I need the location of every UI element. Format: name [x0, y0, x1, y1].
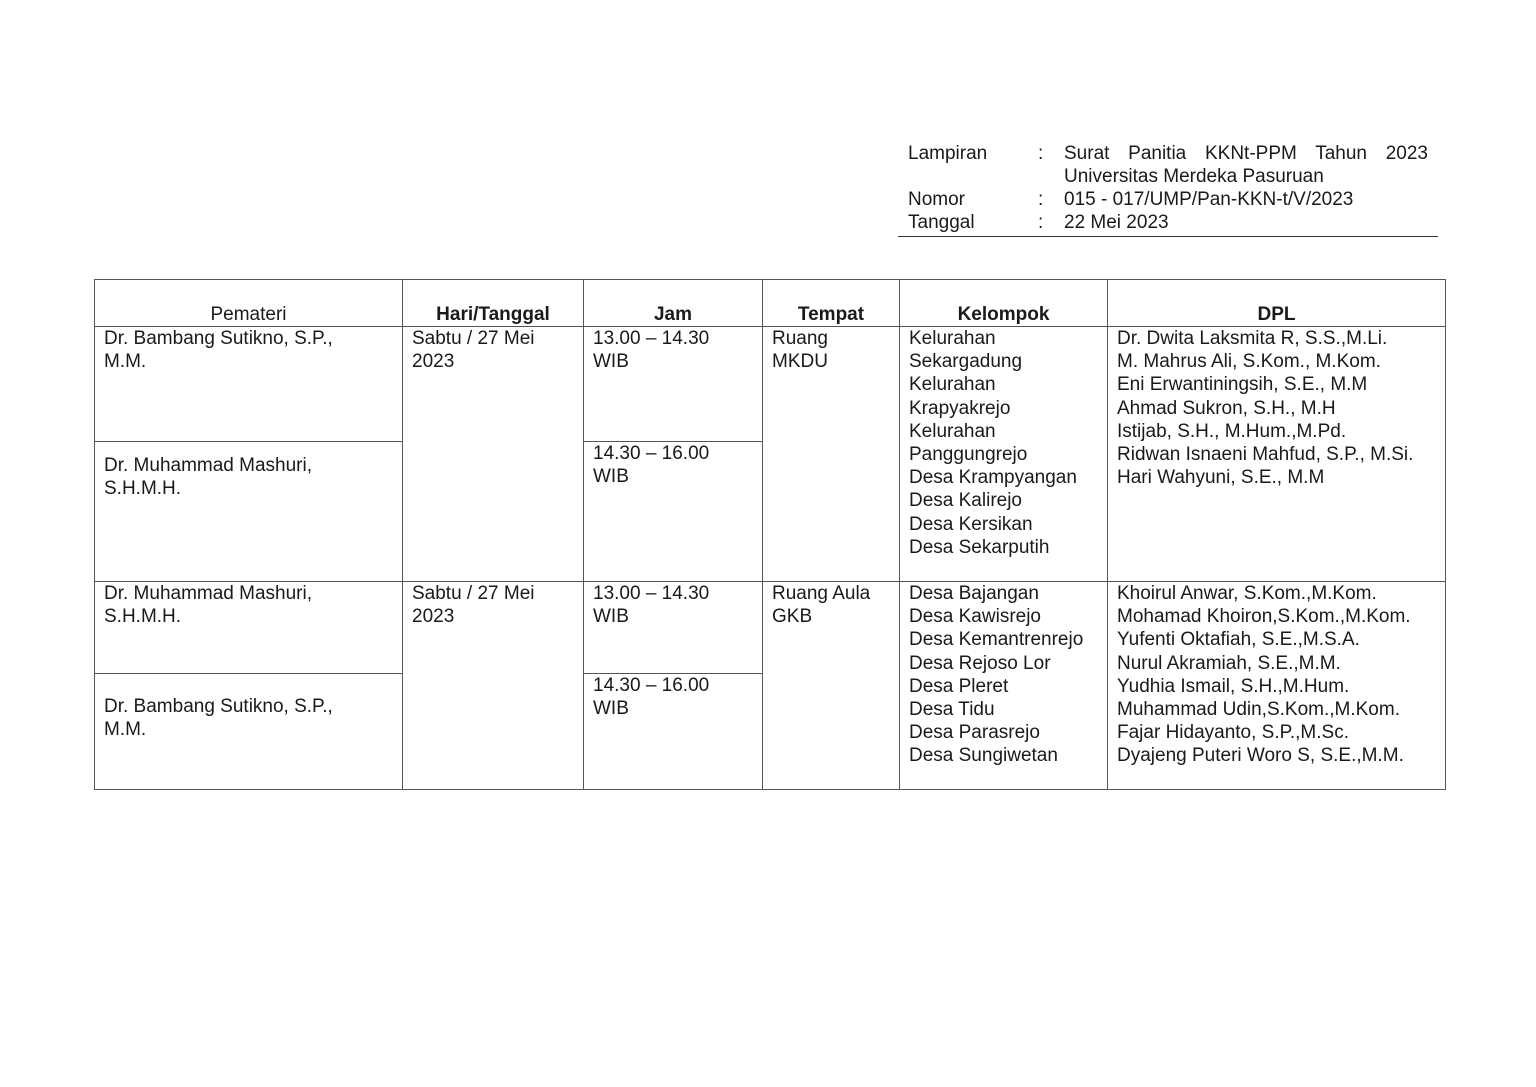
list-item: Sekargadung	[909, 351, 1023, 373]
list-item: Khoirul Anwar, S.Kom.,M.Kom.	[1117, 583, 1377, 604]
list-item: Kelurahan	[909, 328, 996, 349]
list-item: Hari Wahyuni, S.E., M.M	[1117, 467, 1325, 489]
list-item: Kelurahan	[909, 420, 996, 442]
lampiran-label: Lampiran	[908, 143, 988, 164]
pemateri-cell: Dr. Muhammad Mashuri, S.H.M.H.	[95, 582, 403, 674]
kelompok-cell	[900, 327, 1108, 582]
pemateri-cell: Dr. Muhammad Mashuri, S.H.M.H.	[95, 442, 403, 582]
column-header-kelompok: Kelompok	[900, 280, 1108, 327]
list-item: Desa Sungiwetan	[909, 745, 1058, 767]
jam-cell: 14.30 – 16.00 WIB	[584, 674, 763, 790]
list-item: Kelurahan	[909, 374, 996, 396]
list-item: Desa Bajangan	[909, 583, 1039, 604]
table-row	[95, 582, 1446, 674]
list-item: Ridwan Isnaeni Mahfud, S.P., M.Si.	[1117, 444, 1414, 466]
lampiran-row	[898, 142, 1438, 165]
column-header-pemateri: Pemateri	[95, 280, 403, 327]
hari-tanggal-cell: Sabtu / 27 Mei 2023	[403, 582, 584, 790]
column-header-tempat: Tempat	[763, 280, 900, 327]
list-item: Yufenti Oktafiah, S.E.,M.S.A.	[1117, 629, 1360, 651]
list-item: Desa Pleret	[909, 675, 1009, 697]
list-item: Istijab, S.H., M.Hum.,M.Pd.	[1117, 420, 1347, 442]
column-header-hari-tanggal: Hari/Tanggal	[403, 280, 584, 327]
lampiran-value-line2: Universitas Merdeka Pasuruan	[1064, 166, 1324, 187]
dpl-cell	[1108, 327, 1446, 582]
hari-tanggal-cell: Sabtu / 27 Mei 2023	[403, 327, 584, 582]
list-item: Yudhia Ismail, S.H.,M.Hum.	[1117, 675, 1350, 697]
lampiran-value-line1: Surat Panitia KKNt-PPM Tahun 2023	[1064, 143, 1428, 164]
pemateri-cell: Dr. Bambang Sutikno, S.P., M.M.	[95, 674, 403, 790]
jam-cell: 13.00 – 14.30 WIB	[584, 327, 763, 442]
list-item: Desa Kalirejo	[909, 490, 1022, 512]
list-item: Desa Parasrejo	[909, 722, 1040, 744]
list-item: Fajar Hidayanto, S.P.,M.Sc.	[1117, 722, 1349, 744]
tanggal-label: Tanggal	[908, 212, 975, 233]
list-item: Desa Kemantrenrejo	[909, 629, 1084, 651]
tanggal-value: 22 Mei 2023	[1064, 212, 1169, 233]
kelompok-cell	[900, 582, 1108, 790]
list-item: Desa Kersikan	[909, 513, 1033, 535]
jam-cell: 13.00 – 14.30 WIB	[584, 582, 763, 674]
list-item: Desa Sekarputih	[909, 536, 1050, 558]
list-item: Panggungrejo	[909, 444, 1028, 466]
nomor-label: Nomor	[908, 189, 966, 210]
list-item: M. Mahrus Ali, S.Kom., M.Kom.	[1117, 351, 1381, 373]
colon: :	[1038, 212, 1044, 233]
colon: :	[1038, 143, 1044, 164]
nomor-row	[898, 188, 1438, 211]
tanggal-row	[898, 211, 1438, 234]
lampiran-row-continued	[898, 165, 1438, 188]
list-item: Desa Tidu	[909, 699, 995, 721]
jam-cell: 14.30 – 16.00 WIB	[584, 442, 763, 582]
letter-header	[898, 142, 1438, 237]
list-item: Desa Rejoso Lor	[909, 652, 1051, 674]
list-item: Ahmad Sukron, S.H., M.H	[1117, 397, 1336, 419]
list-item: Muhammad Udin,S.Kom.,M.Kom.	[1117, 699, 1400, 721]
list-item: Dr. Dwita Laksmita R, S.S.,M.Li.	[1117, 328, 1388, 349]
list-item: Desa Krampyangan	[909, 467, 1077, 489]
list-item: Desa Kawisrejo	[909, 606, 1041, 628]
colon: :	[1038, 189, 1044, 210]
nomor-value: 015 - 017/UMP/Pan-KKN-t/V/2023	[1064, 189, 1354, 210]
column-header-jam: Jam	[584, 280, 763, 327]
pemateri-cell: Dr. Bambang Sutikno, S.P., M.M.	[95, 327, 403, 442]
list-item: Mohamad Khoiron,S.Kom.,M.Kom.	[1117, 606, 1411, 628]
list-item: Eni Erwantiningsih, S.E., M.M	[1117, 374, 1368, 396]
tempat-cell: Ruang MKDU	[763, 327, 900, 582]
column-header-dpl: DPL	[1108, 280, 1446, 327]
table-row	[95, 327, 1446, 442]
dpl-cell	[1108, 582, 1446, 790]
table-header-row	[95, 280, 1446, 327]
list-item: Krapyakrejo	[909, 397, 1011, 419]
tempat-cell: Ruang Aula GKB	[763, 582, 900, 790]
list-item: Dyajeng Puteri Woro S, S.E.,M.M.	[1117, 745, 1404, 767]
schedule-table	[94, 279, 1446, 790]
list-item: Nurul Akramiah, S.E.,M.M.	[1117, 652, 1341, 674]
